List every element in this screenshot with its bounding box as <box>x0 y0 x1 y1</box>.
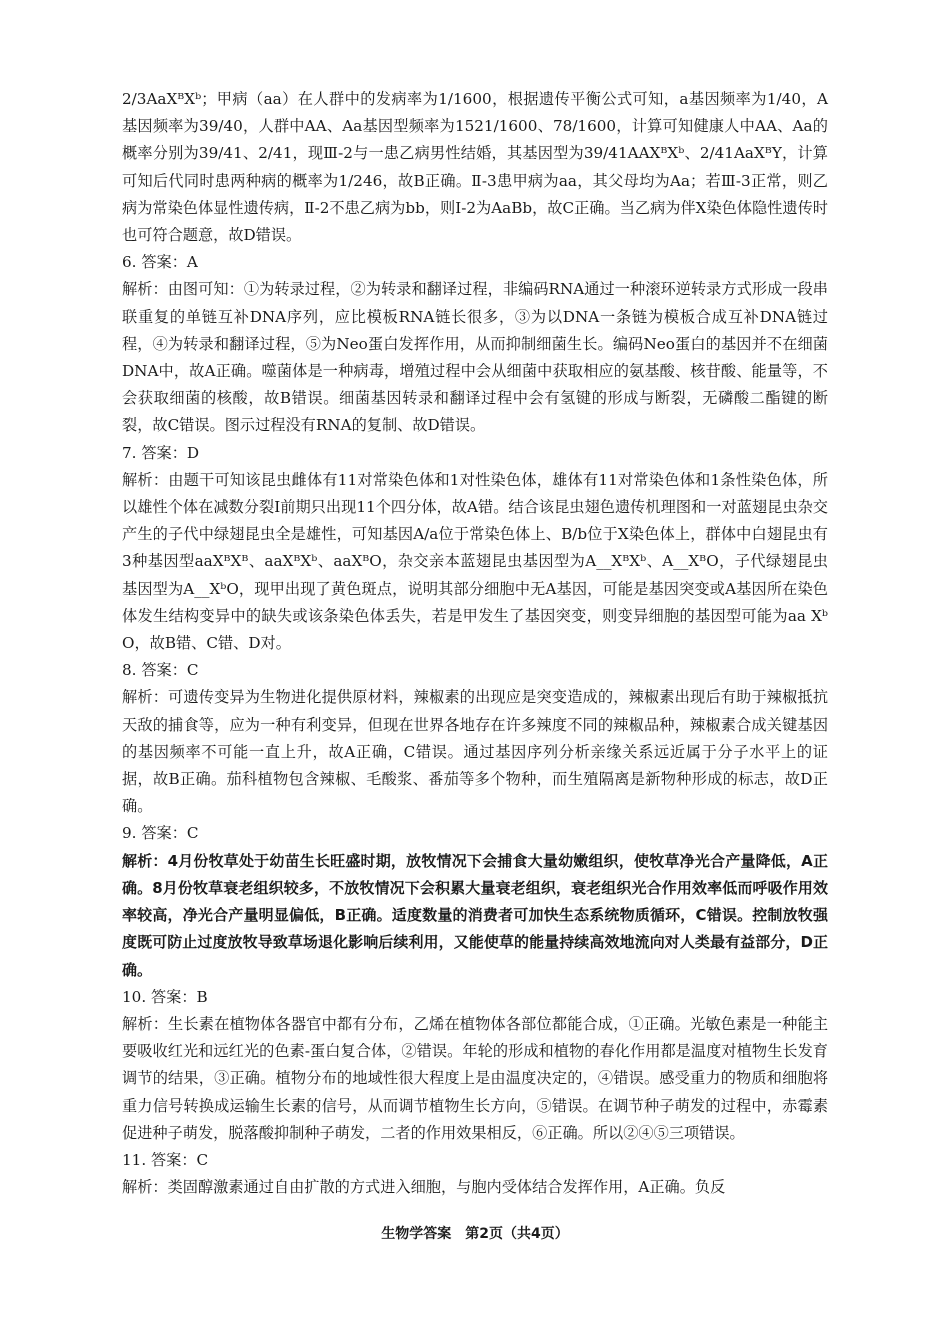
q9-answer: 9. 答案：C <box>122 824 199 843</box>
page-footer: 生物学答案 第2页（共4页） <box>381 1226 569 1242</box>
q10-answer: 10. 答案：B <box>122 987 208 1006</box>
intro-paragraph: 2/3AaXᴮXᵇ；甲病（aa）在人群中的发病率为1/1600，根据遗传平衡公式可知，a基因频率为1/40，A基因频率为39/40，人群中AA、Aa基因型频率为1521/1600、78/1600，计算可知健康人中AA、Aa的概率分别为39/41、2/41，现Ⅲ-2与一患乙病男性结婚，其基因型为39/41AAXᴮXᵇ、2/41AaXᴮY，计算可知后代同时患两种病的概率为1/246，故B正确。Ⅱ-3患甲病为aa，其父母均为Aa；若Ⅲ-3正常，则乙病为常染色体显性遗传病，Ⅱ-2不患乙病为bb，则Ⅰ-2为AaBb，故C正确。当乙病为伴X染色体隐性遗传时也可符合题意，故D错误。 <box>122 90 828 245</box>
q11-explanation: 解析：类固醇激素通过自由扩散的方式进入细胞，与胞内受体结合发挥作用，A正确。负反 <box>122 1178 726 1197</box>
q8-answer: 8. 答案：C <box>122 661 199 680</box>
q6-answer: 6. 答案：A <box>122 253 198 272</box>
q7-explanation: 解析：由题干可知该昆虫雌体有11对常染色体和1对性染色体，雄体有11对常染色体和1条性染色体，所以雄性个体在减数分裂Ⅰ前期只出现11个四分体，故A错。结合该昆虫翅色遗传机理图和一对蓝翅昆虫杂交产生的子代中绿翅昆虫全是雄性，可知基因A/a位于常染色体上、B/b位于X染色体上，群体中白翅昆虫有3种基因型aaXᴮXᴮ、aaXᴮXᵇ、aaXᴮO，杂交亲本蓝翅昆虫基因型为A__XᴮXᵇ、A__XᴮO，子代绿翅昆虫基因型为A__XᵇO，现甲出现了黄色斑点，说明其部分细胞中无A基因，可能是基因突变或A基因所在染色体发生结构变异中的缺失或该条染色体丢失，若是甲发生了基因突变，则变异细胞的基因型可能为aa XᵇO，故B错、C错、D对。 <box>122 470 828 653</box>
q8-explanation: 解析：可遗传变异为生物进化提供原材料，辣椒素的出现应是突变造成的，辣椒素出现后有助于辣椒抵抗天敌的捕食等，应为一种有利变异，但现在世界各地存在许多辣度不同的辣椒品种，辣椒素合成关键基因的基因频率不可能一直上升，故A正确，C错误。通过基因序列分析亲缘关系远近属于分子水平上的证据，故B正确。茄科植物包含辣椒、毛酸浆、番茄等多个物种，而生殖隔离是新物种形成的标志，故D正确。 <box>122 688 828 816</box>
q10-explanation: 解析：生长素在植物体各器官中都有分布，乙烯在植物体各部位都能合成，①正确。光敏色素是一种能主要吸收红光和远红光的色素-蛋白复合体，②错误。年轮的形成和植物的春化作用都是温度对植物生长发育调节的结果，③正确。植物分布的地域性很大程度上是由温度决定的，④错误。感受重力的物质和细胞将重力信号转换成运输生长素的信号，从而调节植物生长方向，⑤错误。在调节种子萌发的过程中，赤霉素促进种子萌发，脱落酸抑制种子萌发，二者的作用效果相反，⑥正确。所以②④⑤三项错误。 <box>122 1014 828 1142</box>
q9-explanation: 解析：4月份牧草处于幼苗生长旺盛时期，放牧情况下会捕食大量幼嫩组织，使牧草净光合产量降低，A正确。8月份牧草衰老组织较多，不放牧情况下会积累大量衰老组织，衰老组织光合作用效率低而呼吸作用效率较高，净光合产量明显偏低，B正确。适度数量的消费者可加快生态系统物质循环，C错误。控制放牧强度既可防止过度放牧导致草场退化影响后续利用，又能使草的能量持续高效地流向对人类最有益部分，D正确。 <box>122 851 828 979</box>
q6-explanation: 解析：由图可知：①为转录过程，②为转录和翻译过程，非编码RNA通过一种滚环逆转录方式形成一段串联重复的单链互补DNA序列，应比模板RNA链长很多，③为以DNA一条链为模板合成互补DNA链过程，④为转录和翻译过程，⑤为Neo蛋白发挥作用，从而抑制细菌生长。编码Neo蛋白的基因并不在细菌DNA中，故A正确。噬菌体是一种病毒，增殖过程中会从细菌中获取相应的氨基酸、核苷酸、能量等，不会获取细菌的核酸，故B错误。细菌基因转录和翻译过程中会有氢键的形成与断裂，无磷酸二酯键的断裂，故C错误。图示过程没有RNA的复制、故D错误。 <box>122 280 828 435</box>
q7-answer: 7. 答案：D <box>122 443 200 462</box>
q11-answer: 11. 答案：C <box>122 1150 209 1169</box>
